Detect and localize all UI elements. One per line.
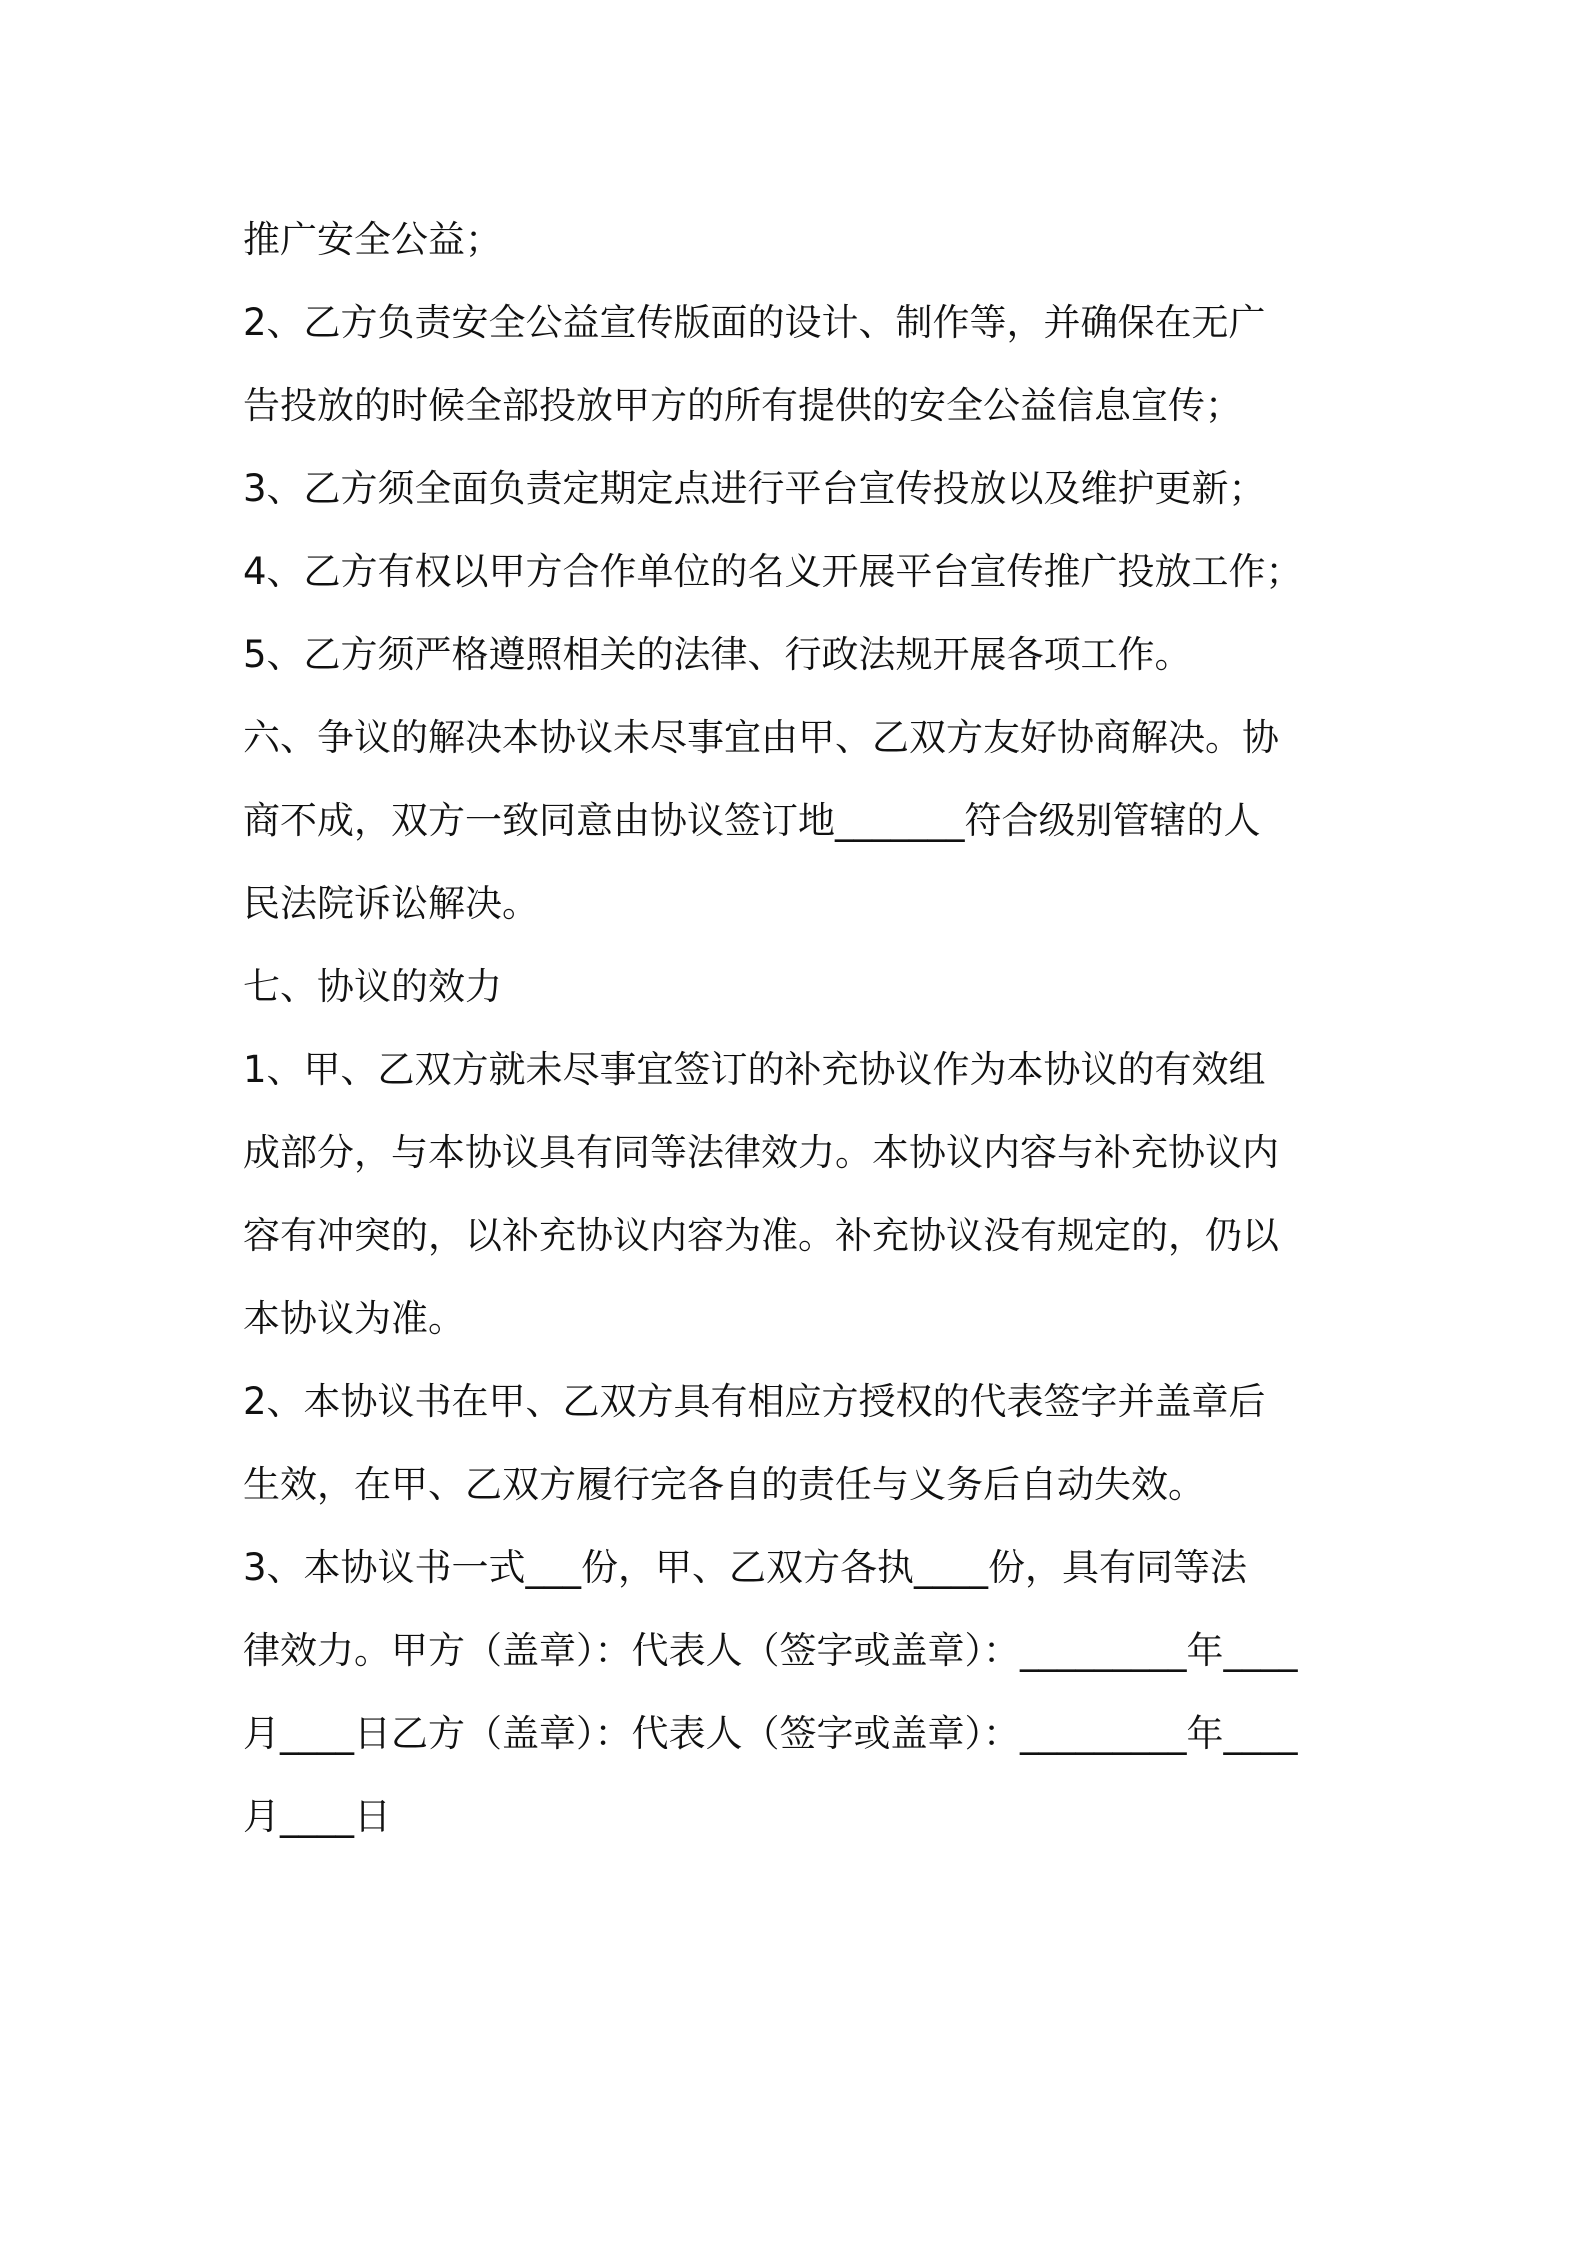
text-line: 5、乙方须严格遵照相关的法律、行政法规开展各项工作。	[243, 633, 1192, 676]
signature-line: 月____日	[243, 1795, 391, 1838]
text-line: 推广安全公益；	[243, 218, 502, 261]
signature-line: 月____日乙方（盖章）：代表人（签字或盖章）：_________年____	[243, 1712, 1298, 1755]
section-heading: 七、协议的效力	[243, 965, 502, 1008]
signature-line: 律效力。甲方（盖章）：代表人（签字或盖章）：_________年____	[243, 1629, 1298, 1672]
text-line: 本协议为准。	[243, 1297, 465, 1340]
text-line: 商不成，双方一致同意由协议签订地_______符合级别管辖的人	[243, 799, 1261, 842]
text-line: 六、争议的解决本协议未尽事宜由甲、乙双方友好协商解决。协	[243, 716, 1279, 759]
text-line: 告投放的时候全部投放甲方的所有提供的安全公益信息宣传；	[243, 384, 1242, 427]
document-body	[243, 198, 1373, 1858]
text-line: 生效，在甲、乙双方履行完各自的责任与义务后自动失效。	[243, 1463, 1205, 1506]
text-line: 4、乙方有权以甲方合作单位的名义开展平台宣传推广投放工作；	[243, 550, 1303, 593]
text-line: 3、本协议书一式___份，甲、乙双方各执____份，具有同等法	[243, 1546, 1248, 1589]
text-line: 2、本协议书在甲、乙双方具有相应方授权的代表签字并盖章后	[243, 1380, 1266, 1423]
text-line: 3、乙方须全面负责定期定点进行平台宣传投放以及维护更新；	[243, 467, 1266, 510]
text-line: 民法院诉讼解决。	[243, 882, 539, 925]
text-line: 2、乙方负责安全公益宣传版面的设计、制作等，并确保在无广	[243, 301, 1266, 344]
text-line: 容有冲突的，以补充协议内容为准。补充协议没有规定的，仍以	[243, 1214, 1279, 1257]
text-line: 成部分，与本协议具有同等法律效力。本协议内容与补充协议内	[243, 1131, 1279, 1174]
text-line: 1、甲、乙双方就未尽事宜签订的补充协议作为本协议的有效组	[243, 1048, 1266, 1091]
